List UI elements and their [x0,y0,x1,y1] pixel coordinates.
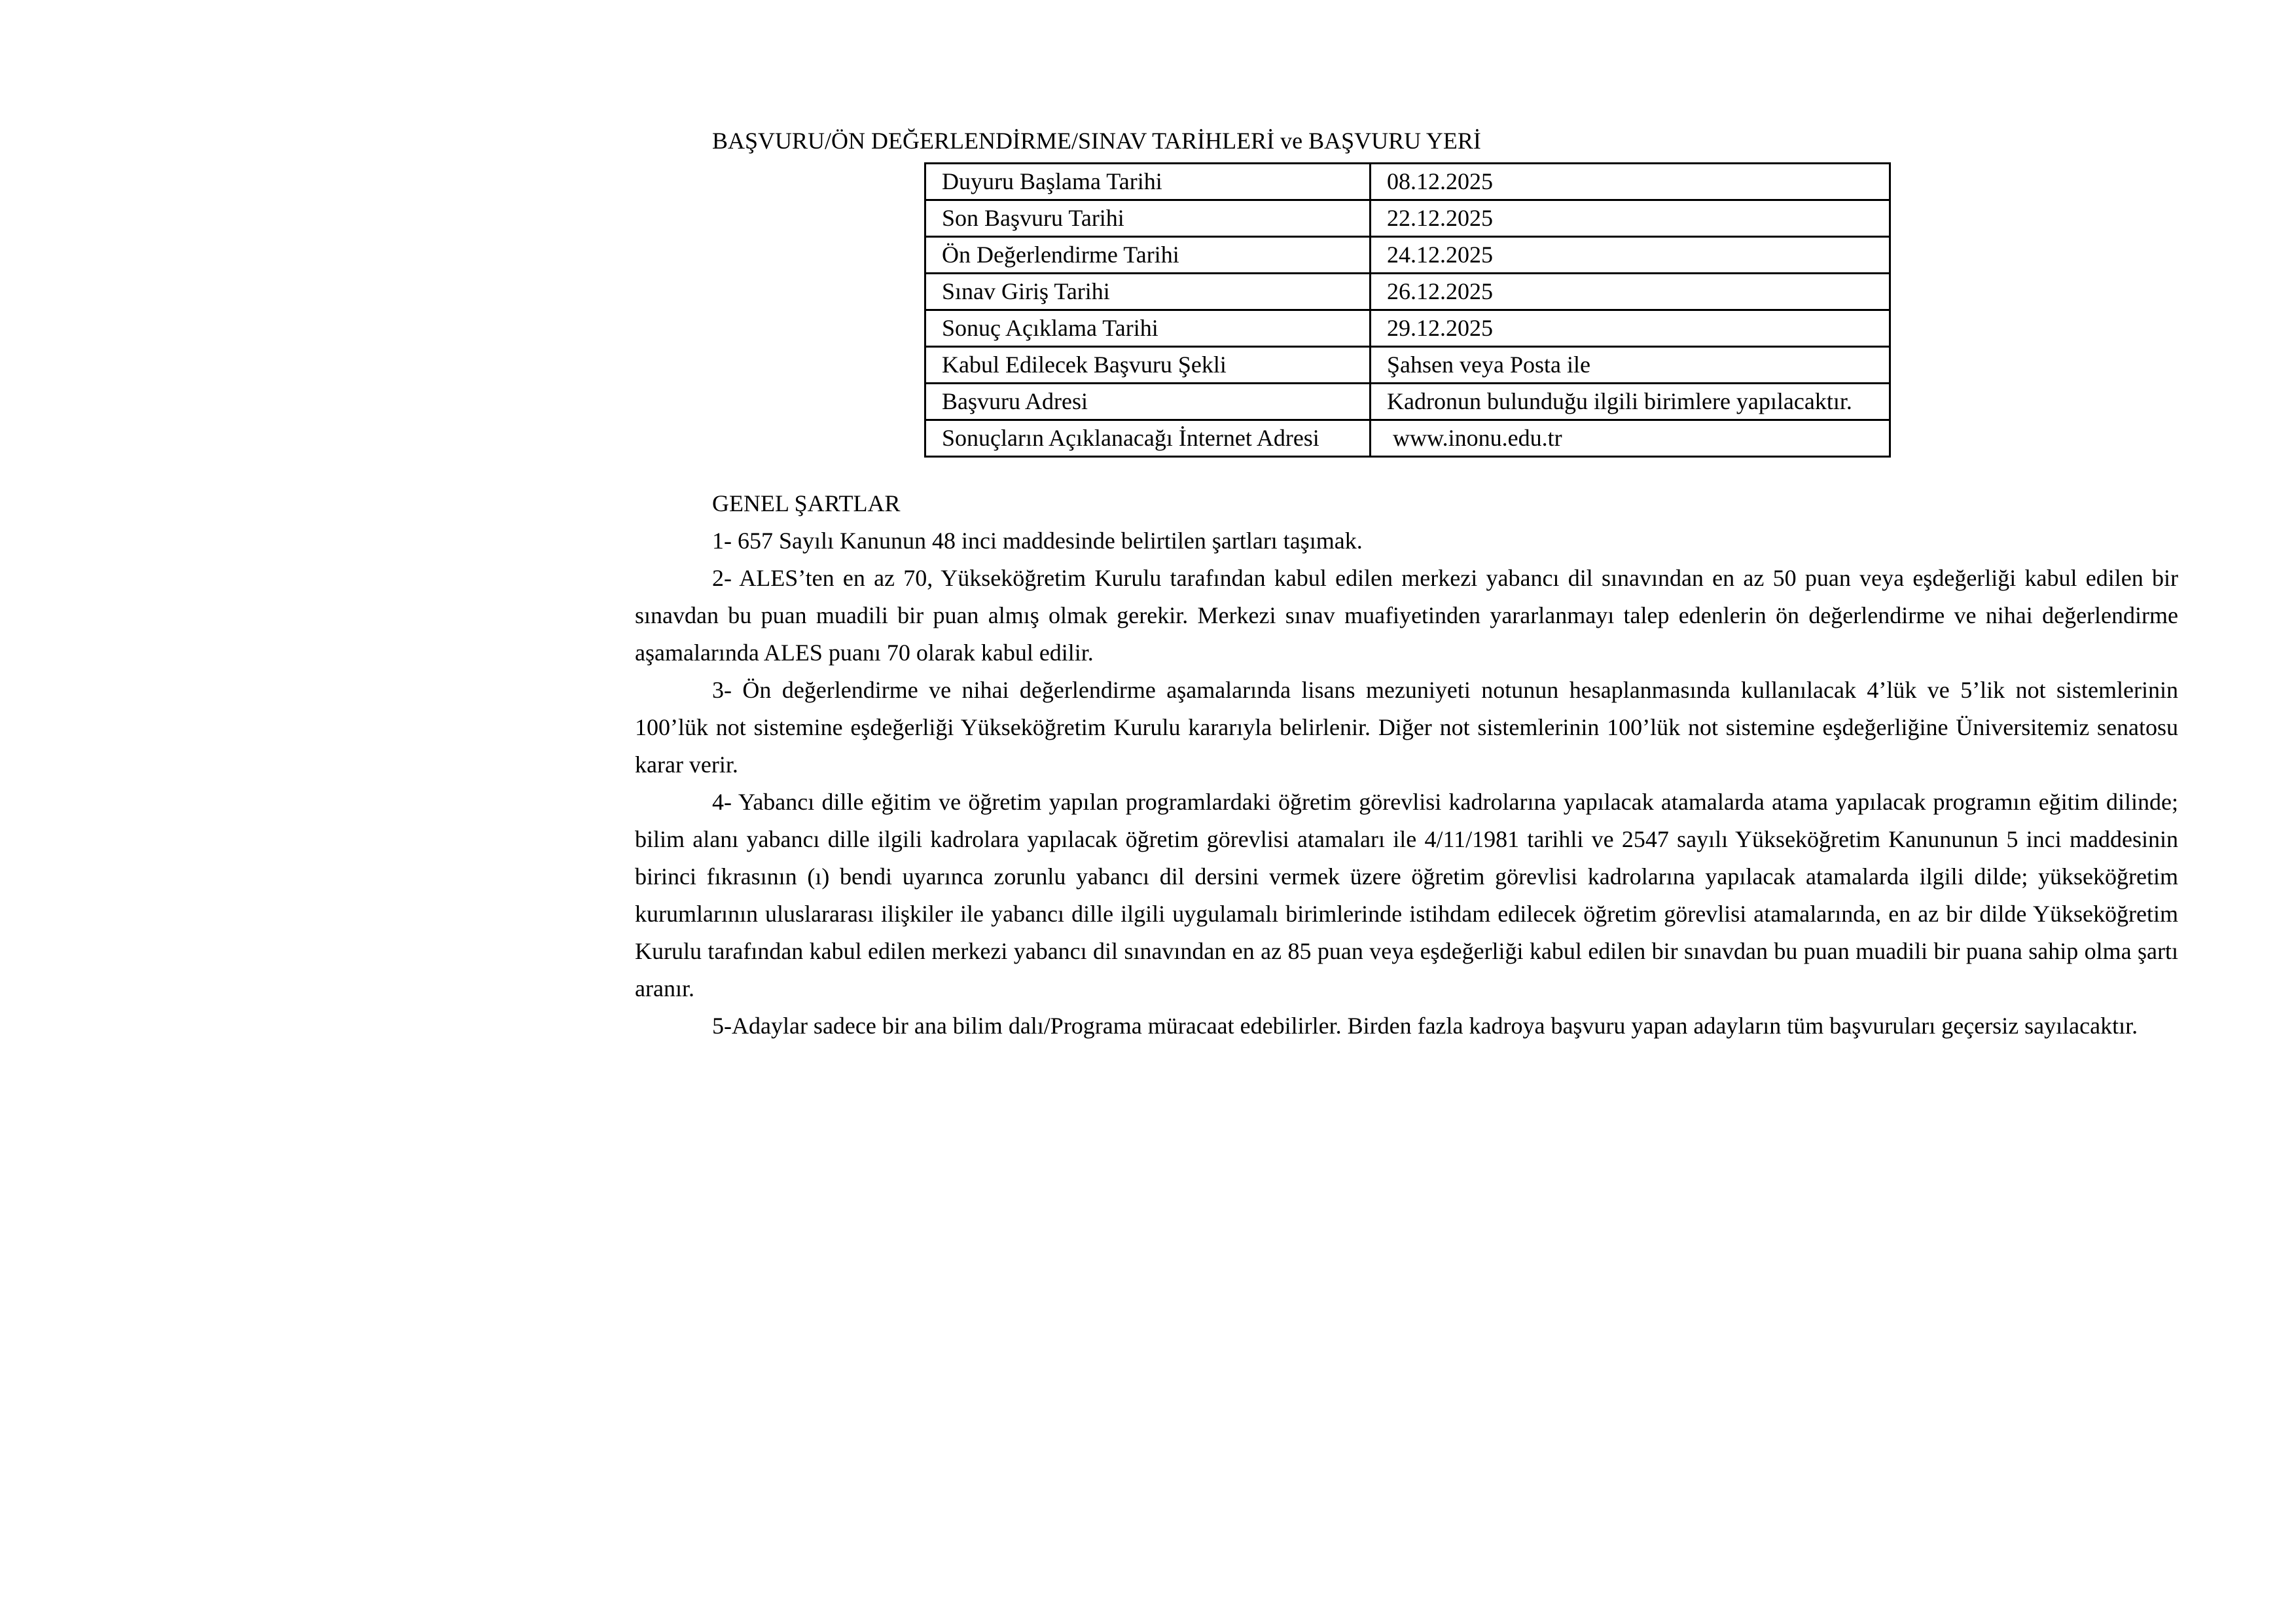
condition-item-2: 2- ALES’ten en az 70, Yükseköğretim Kurulu tarafından kabul edilen merkezi yabancı dil sınavından en az 50 puan veya eşdeğerliği kabul edilen bir sınavdan bu puan muadili bir puan almış olmak gerekir. Merkezi sınav muafiyetinden yararlanmayı talep edenlerin ön değerlendirme ve nihai değerlendirme aşamalarında ALES puanı 70 olarak kabul edilir. [635,565,2178,666]
row-label: Sonuçların Açıklanacağı İnternet Adresi [925,420,1371,457]
row-label: Kabul Edilecek Başvuru Şekli [925,347,1371,384]
row-value: 08.12.2025 [1371,164,1890,200]
table-row [925,384,1890,420]
table-row [925,200,1890,237]
condition-item-3: 3- Ön değerlendirme ve nihai değerlendirme aşamalarında lisans mezuniyeti notunun hesaplanmasında kullanılacak 4’lük ve 5’lik not sistemlerinin 100’lük not sistemine eşdeğerliği Yükseköğretim Kurulu kararıyla belirlenir. Diğer not sistemlerinin 100’lük not sistemine eşdeğerliğine Üniversitemiz senatosu karar verir. [635,677,2178,778]
section-heading: GENEL ŞARTLAR [712,490,901,516]
table-row [925,164,1890,200]
row-label: Sınav Giriş Tarihi [925,274,1371,310]
row-label: Başvuru Adresi [925,384,1371,420]
table-row [925,420,1890,457]
row-value: 22.12.2025 [1371,200,1890,237]
row-value: Kadronun bulunduğu ilgili birimlere yapılacaktır. [1371,384,1890,420]
condition-item-5: 5-Adaylar sadece bir ana bilim dalı/Programa müracaat edebilirler. Birden fazla kadroya başvuru yapan adayların tüm başvuruları geçersiz sayılacaktır. [712,1013,2138,1039]
condition-item-4: 4- Yabancı dille eğitim ve öğretim yapılan programlardaki öğretim görevlisi kadrolarına yapılacak atamalarda atama yapılacak programın eğitim dilinde; bilim alanı yabancı dille ilgili kadrolara yapılacak öğretim görevlisi atamaları ile 4/11/1981 tarihli ve 2547 sayılı Yükseköğretim Kanununun 5 inci maddesinin birinci fıkrasının (ı) bendi uyarınca zorunlu yabancı dil dersini vermek üzere öğretim görevlisi kadrolarına yapılacak atamalarda ilgili dilde; yükseköğretim kurumlarının uluslararası ilişkiler ile yabancı dille ilgili uygulamalı birimlerinde istihdam edilecek öğretim görevlisi atamalarında, en az bir dilde Yükseköğretim Kurulu tarafından kabul edilen merkezi yabancı dil sınavından en az 85 puan veya eşdeğerliği kabul edilen bir sınavdan bu puan muadili bir puana sahip olma şartı aranır. [635,789,2178,1001]
row-label: Son Başvuru Tarihi [925,200,1371,237]
table-row [925,310,1890,347]
condition-item-1: 1- 657 Sayılı Kanunun 48 inci maddesinde belirtilen şartları taşımak. [712,528,1363,554]
row-label: Sonuç Açıklama Tarihi [925,310,1371,347]
application-dates-table [924,162,1891,458]
row-value: 29.12.2025 [1371,310,1890,347]
table-row [925,347,1890,384]
table-row [925,237,1890,274]
row-value: Şahsen veya Posta ile [1371,347,1890,384]
row-label: Duyuru Başlama Tarihi [925,164,1371,200]
row-value: 24.12.2025 [1371,237,1890,274]
table-row [925,274,1890,310]
row-value: www.inonu.edu.tr [1371,420,1890,457]
row-label: Ön Değerlendirme Tarihi [925,237,1371,274]
page-title: BAŞVURU/ÖN DEĞERLENDİRME/SINAV TARİHLERİ ve BAŞVURU YERİ [712,128,1481,154]
general-conditions-section [635,485,2178,1045]
row-value: 26.12.2025 [1371,274,1890,310]
